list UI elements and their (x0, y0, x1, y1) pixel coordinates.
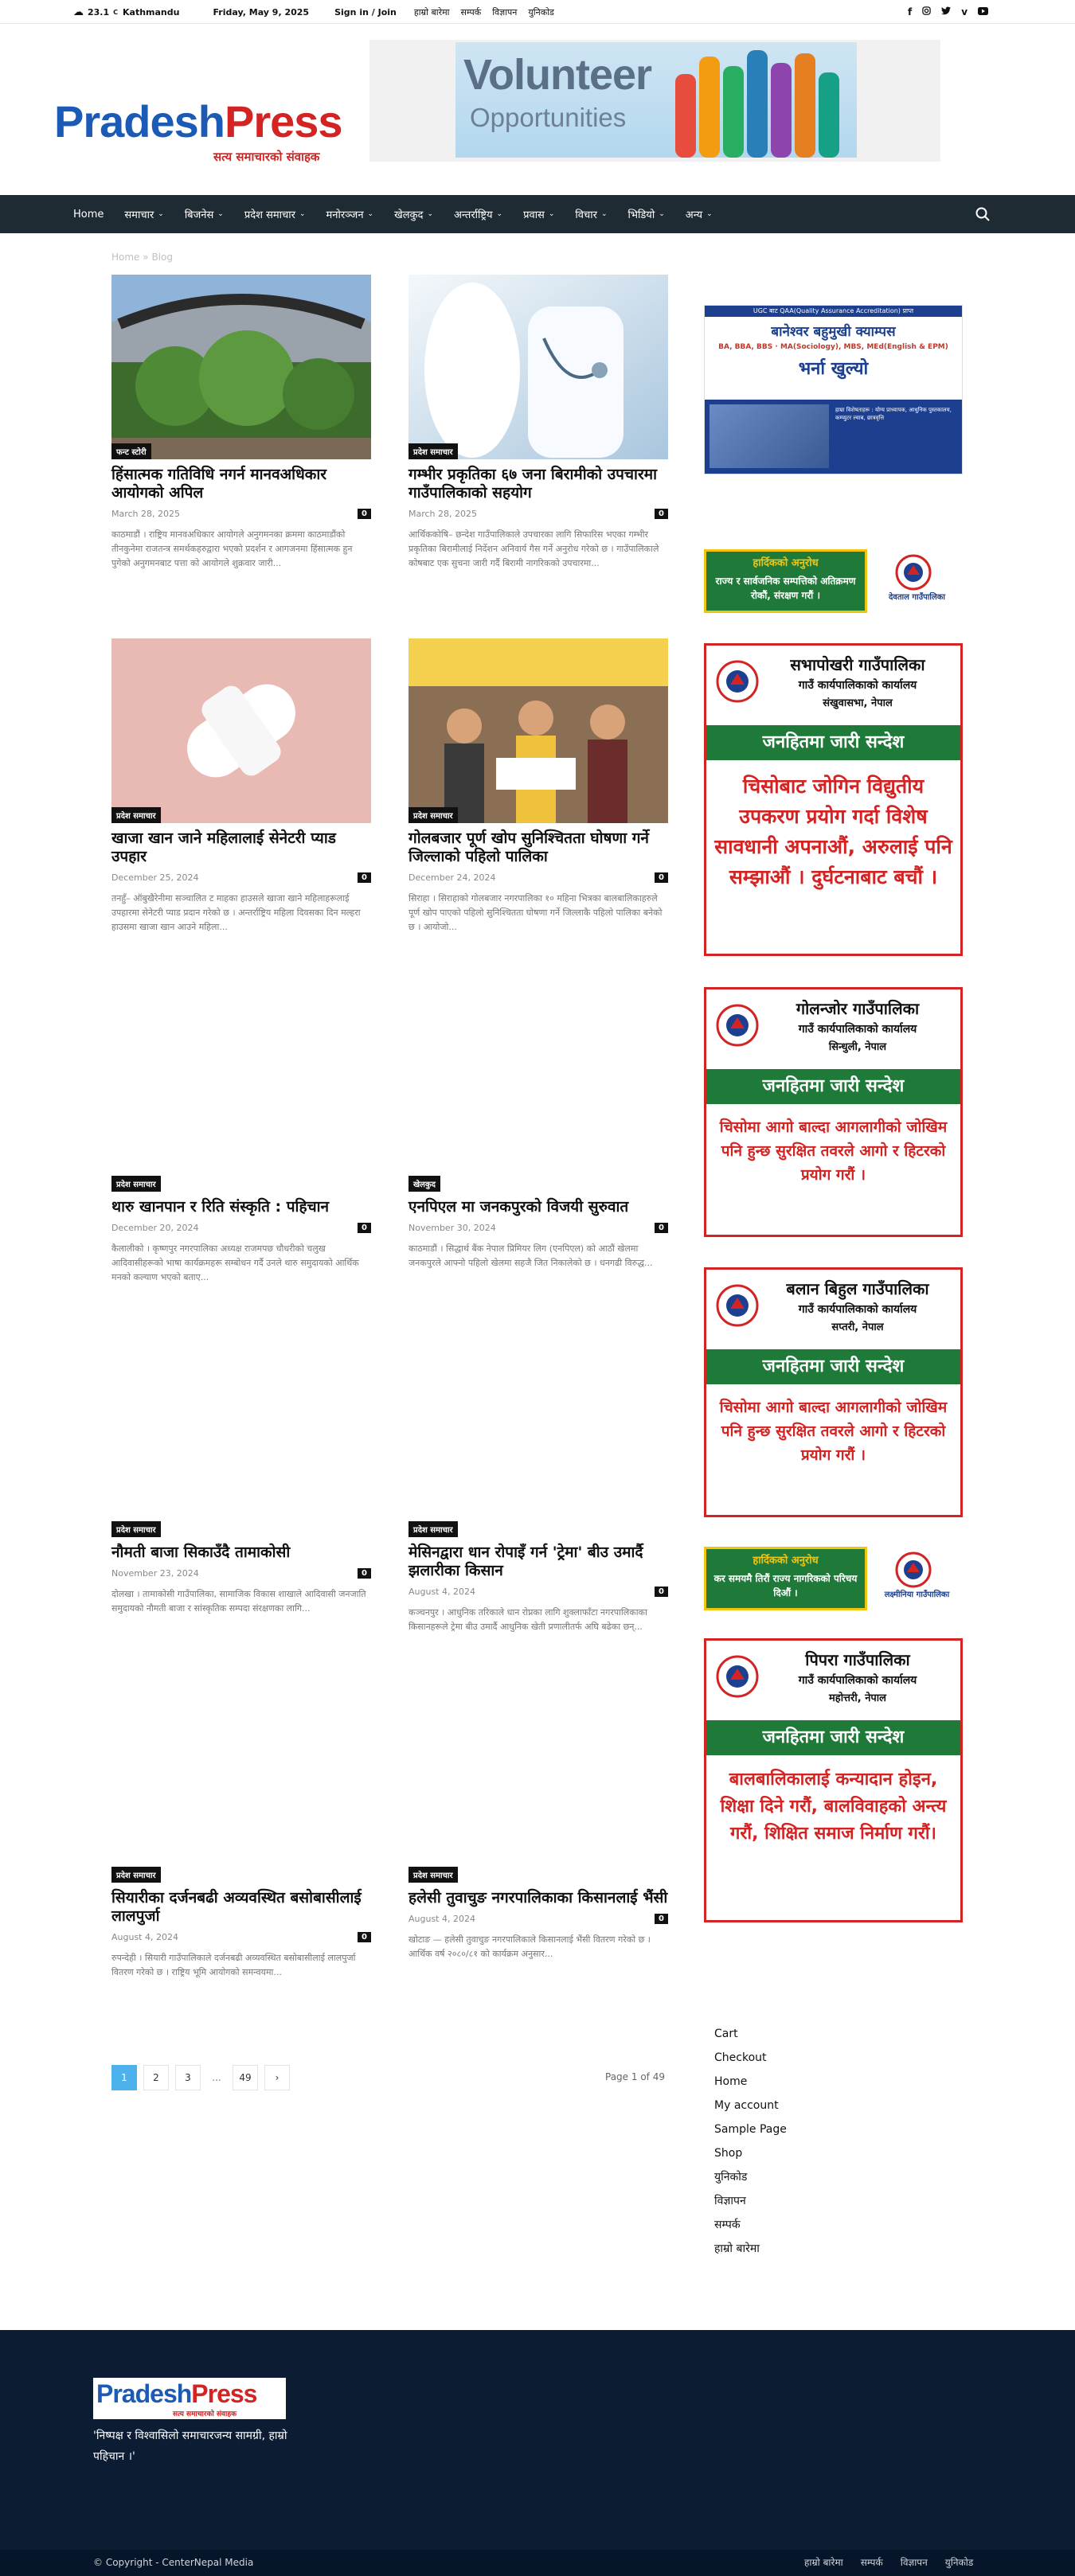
chevron-down-icon: ⌄ (367, 210, 374, 218)
ad-admission-open: भर्ना खुल्यो (798, 359, 869, 379)
post-title[interactable]: मेसिनद्वारा धान रोपाइँ गर्न 'ट्रेमा' बीउ उमार्दै झलारीका किसान (408, 1544, 643, 1579)
post-meta (408, 509, 668, 521)
post-meta (408, 872, 668, 885)
post-excerpt: काठमाडौं । सिद्धार्थ बैंक नेपाल प्रिमियर लिग (एनपिएल) को आठौं खेलमा जनकपुरले आफ्नो पहिलो खेलमा सहजै जित निकालेको छ । धनगढी विरुद्ध... (408, 1243, 653, 1268)
category-badge[interactable]: प्रदेश समाचार (408, 1867, 458, 1883)
nav-item-province-news[interactable]: प्रदेश समाचार ⌄ (244, 209, 306, 221)
footer-logo[interactable] (93, 2378, 286, 2419)
category-badge[interactable]: प्रदेश समाचार (111, 1176, 161, 1192)
nav-item-home[interactable]: Home (73, 208, 104, 221)
sidebar-link-home[interactable]: Home (714, 2075, 748, 2088)
footer-logo-wordmark: PradeshPress (96, 2379, 257, 2408)
sidebar-link-shop[interactable]: Shop (714, 2147, 743, 2160)
notice-title: बलान बिहुल गाउँपालिका (786, 1279, 929, 1298)
notice-band: जनहितमा जारी सन्देश (706, 725, 960, 760)
nav-item-news[interactable]: समाचार ⌄ (124, 209, 164, 221)
promo-org: देवताल गाउँपालिका (888, 593, 946, 602)
post-date: August 4, 2024 (408, 1914, 475, 1924)
sidebar-notice-2[interactable] (704, 987, 963, 1237)
government-seal-icon (716, 1284, 759, 1327)
chevron-down-icon: ⌄ (706, 210, 713, 218)
notice-header (706, 1641, 960, 1720)
post-date: August 4, 2024 (408, 1587, 475, 1597)
ad-college-features: हाम्रा विशेषताहरू : योग्य प्राध्यापक, आधुनिक पुस्तकालय, कम्प्युटर ल्याब, छात्रवृत्ति (835, 407, 952, 421)
post-title[interactable]: थारु खानपान र रिति संस्कृति : पहिचान (111, 1198, 330, 1216)
sidebar-link-advertise[interactable]: विज्ञापन (714, 2195, 746, 2207)
post-card (408, 1175, 668, 1270)
chevron-down-icon: ⌄ (548, 210, 555, 218)
nav-item-entertainment[interactable]: मनोरञ्जन ⌄ (326, 209, 374, 221)
sidebar-ad-promo-1[interactable] (704, 549, 963, 613)
post-title[interactable]: हलेसी तुवाचुङ नगरपालिकाका किसानलाई भैंसी (408, 1889, 668, 1907)
footer-link-advertise[interactable]: विज्ञापन (900, 2557, 928, 2568)
sidebar-ad-promo-2[interactable] (704, 1547, 963, 1610)
twitter-icon[interactable] (941, 6, 951, 18)
category-badge[interactable]: प्रदेश समाचार (408, 443, 458, 459)
footer-logo-tagline: सत्य समाचारको संवाहक (173, 2410, 237, 2418)
notice-message: चिसोमा आगो बाल्दा आगलागीको जोखिम पनि हुन्छ सुरक्षित तवरले आगो र हिटरको प्रयोग गरौं । (719, 1118, 948, 1184)
sidebar-link-my-account[interactable]: My account (714, 2099, 779, 2112)
category-badge[interactable]: प्रदेश समाचार (111, 807, 161, 823)
comment-count[interactable]: 0 (655, 1914, 668, 1924)
nav-item-business[interactable]: बिजनेस ⌄ (184, 209, 224, 221)
sidebar-link-about[interactable]: हाम्रो बारेमा (714, 2242, 760, 2255)
pagination (111, 2065, 290, 2090)
post-excerpt: खोटाङ — हलेसी तुवाचुङ नगरपालिकाले किसानलाई भैंसी वितरण गरेको छ । आर्थिक वर्ष २०८०/८१ को कार्यक्रम अनुसार... (408, 1934, 651, 1959)
promo-text: राज्य र सार्वजनिक सम्पत्तिको अतिक्रमण रोकौं, संरक्षण गरौं । (715, 576, 856, 601)
page-2-button[interactable]: 2 (143, 2065, 169, 2090)
comment-count[interactable]: 0 (358, 509, 371, 519)
comment-count[interactable]: 0 (358, 1568, 371, 1579)
post-thumbnail[interactable] (408, 275, 668, 459)
temperature: 23.1 (88, 6, 110, 18)
post-date: March 28, 2025 (408, 509, 478, 519)
sanitary-pad-photo (111, 638, 371, 823)
post-meta (408, 1223, 668, 1235)
post-card (408, 638, 668, 935)
category-badge[interactable]: खेलकुद (408, 1176, 440, 1192)
notice-place: संखुवासभा, नेपाल (823, 697, 893, 709)
post-date: November 30, 2024 (408, 1223, 496, 1233)
post-excerpt: सिराहा । सिराहाको गोलबजार नगरपालिका १० महिना भित्रका बालबालिकाहरुले पूर्ण खोप पाएको पहिलो सुनिश्चितता घोषणा गर्ने जिल्लाकै पहिलो पालिका बनेको छ । आयोजो... (408, 893, 663, 932)
notice-message: चिसोबाट जोगिन विद्युतीय उपकरण प्रयोग गर्दा विशेष सावधानी अपनाऔं, अरुलाई पनि सम्झाऔं । दुर्घटनाबाट बचौं । (714, 775, 952, 888)
sidebar-link-unicode[interactable]: युनिकोड (714, 2171, 748, 2184)
top-bar (0, 0, 1075, 24)
footer-bottom-bar (0, 2550, 1075, 2576)
banner-title: Volunteer (463, 51, 652, 99)
ad-college-name: बानेश्वर बहुमुखी क्याम्पस (771, 324, 896, 340)
breadcrumb-separator: » (143, 252, 149, 263)
post-title[interactable]: एनपिएल मा जनकपुरको विजयी सुरुवात (408, 1198, 629, 1216)
chevron-down-icon: ⌄ (659, 210, 665, 218)
top-link-about[interactable]: हाम्रो बारेमा (413, 6, 450, 18)
promo-text: कर समयमै तिरौं राज्य नागरिकको परिचय दिऔं । (713, 1573, 858, 1598)
banner-subtitle: Opportunities (470, 103, 627, 132)
footer-description: 'निष्पक्ष र विश्वासिलो समाचारजन्य सामग्री, हाम्रो पहिचान ।' (93, 2430, 287, 2463)
post-card (408, 1520, 668, 1634)
notice-subtitle: गाउँ कार्यपालिकाको कार्यालय (798, 1674, 917, 1687)
facebook-icon[interactable]: f (908, 6, 913, 18)
post-thumbnail[interactable] (111, 638, 371, 823)
footer-link-contact[interactable]: सम्पर्क (860, 2557, 883, 2568)
notice-message: चिसोमा आगो बाल्दा आगलागीको जोखिम पनि हुन्छ सुरक्षित तवरले आगो र हिटरको प्रयोग गरौं । (719, 1399, 948, 1464)
ad-college-programs: BA, BBA, BBS · MA(Sociology), MBS, MEd(English & EPM) (718, 343, 948, 351)
site-footer (0, 2330, 1075, 2550)
notice-place: महोत्तरी, नेपाल (829, 1692, 886, 1704)
page-last-button[interactable]: 49 (233, 2065, 258, 2090)
search-icon[interactable] (975, 206, 991, 222)
category-badge[interactable]: प्रदेश समाचार (408, 1521, 458, 1537)
page-1-button[interactable]: 1 (111, 2065, 137, 2090)
comment-count[interactable]: 0 (358, 1932, 371, 1942)
city-name: Kathmandu (123, 6, 180, 18)
nav-item-sports[interactable]: खेलकुद ⌄ (394, 209, 433, 221)
post-card (111, 1520, 371, 1616)
post-title[interactable]: गोलबजार पूर्ण खोप सुनिश्चितता घोषणा गर्ने जिल्लाको पहिलो पालिका (408, 829, 649, 865)
category-badge[interactable]: प्रदेश समाचार (408, 807, 458, 823)
current-date: Friday, May 9, 2025 (213, 6, 310, 18)
notice-place: सिन्धुली, नेपाल (828, 1041, 887, 1053)
volunteer-banner (455, 42, 857, 158)
logo-tagline: सत्य समाचारको संवाहक (213, 150, 320, 164)
notice-band: जनहितमा जारी सन्देश (706, 1069, 960, 1104)
comment-count[interactable]: 0 (655, 509, 668, 519)
notice-subtitle: गाउँ कार्यपालिकाको कार्यालय (798, 1303, 917, 1316)
footer-link-unicode[interactable]: युनिकोड (944, 2557, 974, 2568)
government-seal-icon (716, 1004, 759, 1047)
promo-heading: हार्दिकको अनुरोध (752, 1555, 819, 1567)
post-date: December 20, 2024 (111, 1223, 199, 1233)
comment-count[interactable]: 0 (655, 1587, 668, 1597)
site-header (0, 24, 1075, 195)
government-seal-icon (716, 1655, 759, 1698)
signin-link[interactable]: Sign in / Join (334, 6, 397, 18)
post-card (111, 1175, 371, 1285)
sidebar-link-checkout[interactable]: Checkout (714, 2051, 767, 2064)
comment-count[interactable]: 0 (655, 872, 668, 883)
government-seal-icon (895, 1551, 932, 1588)
nav-item-opinion[interactable]: विचार ⌄ (575, 209, 608, 221)
category-badge[interactable]: प्रदेश समाचार (111, 1867, 161, 1883)
government-seal-icon (716, 660, 759, 703)
post-title[interactable]: नौमती बाजा सिकाउँदै तामाकोसी (111, 1544, 291, 1561)
breadcrumb-home[interactable]: Home (111, 252, 140, 263)
doctor-photo (408, 275, 668, 459)
footer-links (804, 2550, 973, 2576)
post-date: August 4, 2024 (111, 1932, 178, 1942)
ceremony-photo (408, 638, 668, 823)
logo-wordmark: PradeshPress (54, 96, 342, 146)
raised-hands-illustration (670, 42, 857, 158)
top-link-unicode[interactable]: युनिकोड (528, 6, 554, 18)
nav-item-video[interactable]: भिडियो ⌄ (627, 209, 665, 221)
sidebar-notice-3[interactable] (704, 1267, 963, 1517)
instagram-icon[interactable] (922, 6, 931, 18)
vimeo-icon[interactable]: v (961, 6, 968, 18)
post-card (111, 1866, 371, 1980)
post-excerpt: आर्थिककोषि– छन्देश गाउँपालिकाले उपचारका लागि सिफारिस भएका गम्भीर प्रकृतिका बिरामीलाई निर्देशन अनिवार्य गैस गर्ने अनुरोध गरेको छ । गाउँपालिकाले कोषबाट एक सुचना जारी गर्दै बिरामी नागरिकको उपचारमा... (408, 529, 659, 568)
top-link-advertise[interactable]: विज्ञापन (492, 6, 518, 18)
post-title[interactable]: सियारीका दर्जनबढी अव्यवस्थित बसोबासीलाई लालपुर्जा (111, 1889, 362, 1925)
notice-band: जनहितमा जारी सन्देश (706, 1349, 960, 1384)
post-thumbnail[interactable] (408, 638, 668, 823)
post-meta (111, 1568, 371, 1581)
top-link-contact[interactable]: सम्पर्क (460, 6, 482, 18)
sidebar-page-links (714, 2022, 787, 2261)
post-meta (111, 1932, 371, 1945)
youtube-icon[interactable] (978, 6, 988, 18)
notice-header (706, 646, 960, 725)
post-date: November 23, 2024 (111, 1568, 199, 1579)
site-logo[interactable] (54, 84, 371, 163)
post-date: March 28, 2025 (111, 509, 181, 519)
post-excerpt: काठमाडौं । राष्ट्रिय मानवअधिकार आयोगले अनुगमनका क्रममा काठमाडौंको तीनकुनेमा राजतन्त्र समर्थकहरुद्वारा भएको प्रदर्शन र आगजनमा हिंसात्मक हुन पुगेको अनुगमनबाट पत्ता को आयोगले शुक्रवार जारी... (111, 529, 353, 568)
breadcrumb-current: Blog (151, 252, 173, 263)
category-badge[interactable]: फन्ट स्टोरी (111, 443, 151, 459)
promo-org: लक्ष्मीनिया गाउँपालिका (884, 1590, 950, 1599)
notice-header (706, 1270, 960, 1349)
post-excerpt: दोलखा । तामाकोसी गाउँपालिका, सामाजिक विकास शाखाले आदिवासी जनजाति समुदायको नौमती बाजा र सांस्कृतिक सम्पदा संरक्षणका लागि... (111, 1589, 366, 1614)
main-navigation (0, 195, 1075, 233)
page-3-button[interactable]: 3 (175, 2065, 201, 2090)
promo-box (704, 1547, 867, 1610)
post-card (408, 1866, 668, 1961)
ad-college-lower (705, 400, 963, 474)
ad-header: UGC बाट QAA(Quality Assurance Accreditation) प्राप्त (705, 306, 962, 317)
notice-band: जनहितमा जारी सन्देश (706, 1720, 960, 1755)
notice-title: सभापोखरी गाउँपालिका (790, 655, 925, 674)
page-info: Page 1 of 49 (605, 2071, 665, 2082)
post-title[interactable]: खाजा खान जाने महिलालाई सेनेटरी प्याड उपहार (111, 829, 336, 865)
nhrc-building-photo (111, 275, 371, 459)
post-date: December 24, 2024 (408, 872, 496, 883)
category-badge[interactable]: प्रदेश समाचार (111, 1521, 161, 1537)
post-excerpt: कैलालीको । कृष्णपुर नगरपालिका अध्यक्ष राजमपछ चौधरीको चलुख आदिवासीहरूको भाषा कार्यक्रमहरू सम्बोधन गर्दै उनले थारु समुदायको आर्थिक मनको कल्याण भएको बताए... (111, 1243, 359, 1282)
post-excerpt: तनहुँ– ऑबुखैरेनीमा सञ्चालित ट माहका हाउसले खाजा खाने महिलाहरूलाई उपहारमा सेनेटरी प्याड प्रदान गरेको छ । अन्तर्राष्ट्रिय महिला दिवसका दिन मल्हरा हाउसमा खाजा खान आउने महिला... (111, 893, 361, 932)
government-seal-icon (895, 554, 932, 591)
sidebar-link-cart[interactable]: Cart (714, 2028, 738, 2040)
post-meta (408, 1914, 668, 1926)
post-meta (111, 1223, 371, 1235)
chevron-down-icon: ⌄ (299, 210, 306, 218)
chevron-down-icon: ⌄ (600, 210, 608, 218)
post-thumbnail[interactable] (111, 275, 371, 459)
notice-place: सप्तरी, नेपाल (831, 1321, 884, 1333)
promo-box (704, 549, 867, 613)
pagination-ellipsis: ... (212, 2072, 221, 2083)
copyright-text: © Copyright - CenterNepal Media (93, 2557, 254, 2568)
sidebar-notice-1[interactable] (704, 643, 963, 956)
notice-title: पिपरा गाउँपालिका (805, 1650, 910, 1669)
header-banner-ad[interactable] (369, 40, 940, 162)
breadcrumb (111, 252, 173, 263)
post-excerpt: रुपन्देही । सियारी गाउँपालिकाले दर्जनबढी अव्यवस्थित बसोबासीलाई लालपुर्जा वितरण गरेको छ । राष्ट्रिय भूमि आयोगको समन्वयमा... (111, 1953, 356, 1977)
post-title[interactable]: गम्भीर प्रकृतिका ६७ जना बिरामीको उपचारमा गाउँपालिकाको सहयोग (408, 466, 658, 502)
chevron-down-icon: ⌄ (496, 210, 503, 218)
post-meta (111, 509, 371, 521)
cloud-icon: ☁ (73, 6, 84, 18)
nav-item-diaspora[interactable]: प्रवास ⌄ (523, 209, 555, 221)
weather-widget (73, 6, 118, 18)
sidebar-notice-4[interactable] (704, 1638, 963, 1922)
social-links (908, 0, 988, 24)
nav-item-other[interactable]: अन्य ⌄ (685, 209, 713, 221)
post-title[interactable]: हिंसात्मक गतिविधि नगर्न मानवअधिकार आयोगको अपिल (111, 466, 327, 502)
post-meta (408, 1587, 668, 1599)
post-date: December 25, 2024 (111, 872, 199, 883)
post-excerpt: कञ्चनपुर । आधुनिक तरिकाले धान रोप्नका लागि शुक्लाफाँटा नगरपालिकाका किसानहरूले ट्रेमा बीउ उमार्दै आधुनिक खेती प्रणालीतर्फ अघि बढेका छन्... (408, 1607, 647, 1632)
nav-item-international[interactable]: अन्तर्राष्ट्रिय ⌄ (453, 209, 503, 221)
comment-count[interactable]: 0 (358, 1223, 371, 1233)
top-links (414, 6, 554, 18)
comment-count[interactable]: 0 (655, 1223, 668, 1233)
sidebar-ad-college[interactable] (704, 305, 963, 474)
sidebar-link-contact[interactable]: सम्पर्क (714, 2219, 741, 2231)
post-card (111, 275, 371, 571)
post-card (408, 275, 668, 571)
college-photo (710, 404, 829, 468)
next-page-button[interactable]: › (264, 2065, 290, 2090)
chevron-down-icon: ⌄ (217, 210, 224, 218)
promo-heading: हार्दिकको अनुरोध (752, 557, 819, 569)
post-meta (111, 872, 371, 885)
footer-link-about[interactable]: हाम्रो बारेमा (804, 2557, 843, 2568)
post-card (111, 638, 371, 935)
notice-message: बालबालिकालाई कन्यादान होइन, शिक्षा दिने गरौं, बालविवाहको अन्त्य गरौं, शिक्षित समाज निर्माण गरौं। (720, 1770, 947, 1844)
notice-title: गोलन्जोर गाउँपालिका (796, 999, 920, 1018)
temperature-unit: C (113, 8, 119, 16)
notice-header (706, 989, 960, 1069)
sidebar-link-sample-page[interactable]: Sample Page (714, 2123, 787, 2136)
chevron-down-icon: ⌄ (427, 210, 433, 218)
notice-subtitle: गाउँ कार्यपालिकाको कार्यालय (798, 1023, 917, 1036)
notice-subtitle: गाउँ कार्यपालिकाको कार्यालय (798, 679, 917, 692)
chevron-down-icon: ⌄ (158, 210, 164, 218)
comment-count[interactable]: 0 (358, 872, 371, 883)
